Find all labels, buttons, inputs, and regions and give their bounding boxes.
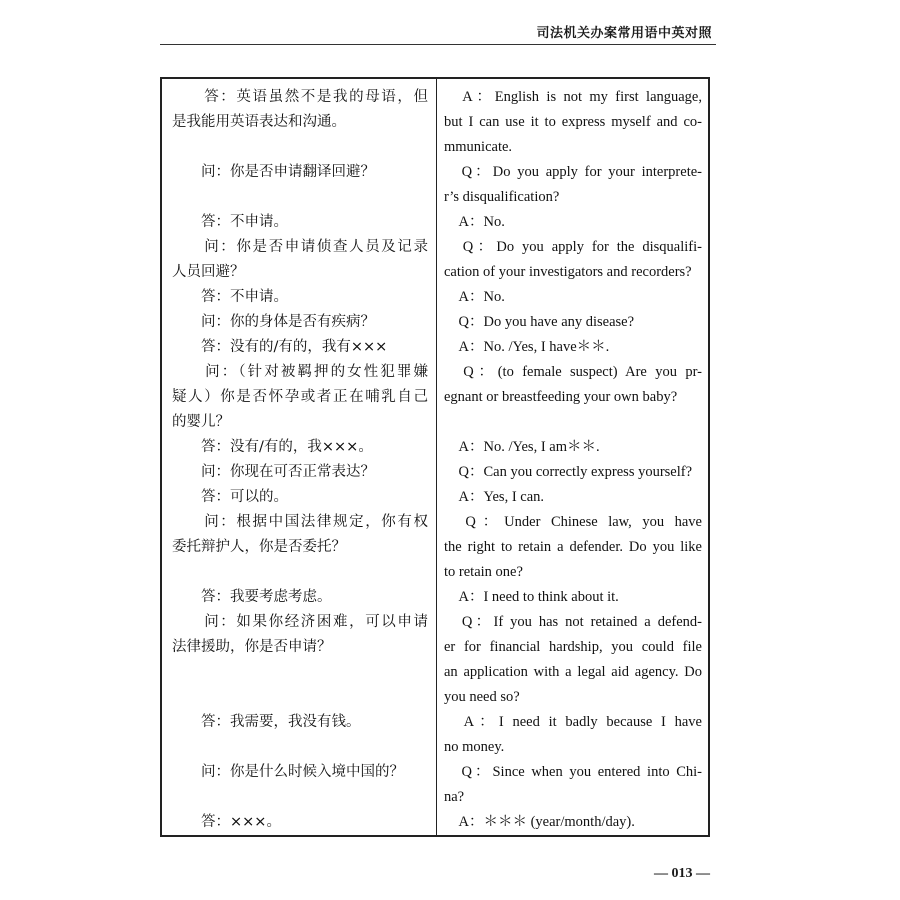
chinese-text-line: 人员回避？	[172, 264, 245, 280]
english-text-line: er for financial hardship, you could file	[444, 639, 702, 655]
english-text-line: na?	[444, 789, 465, 805]
english-text-line: A：No. /Yes, I have＊＊.	[444, 339, 610, 355]
chinese-text-line: 问：根据中国法律规定，你有权	[172, 514, 428, 530]
chinese-text-line: 答：没有/有的，我×××。	[172, 439, 373, 455]
english-text-line: Q：Under Chinese law, you have	[444, 514, 702, 530]
english-text-line: the right to retain a defender. Do you like	[444, 539, 702, 555]
english-text-line: A：Yes, I can.	[444, 489, 545, 505]
english-text-line: Q：If you has not retained a defend-	[444, 614, 702, 630]
english-text-line: cation of your investigators and recorders?	[444, 264, 692, 280]
chinese-text-line: 委托辩护人，你是否委托？	[172, 539, 346, 555]
chinese-text-line: 答：可以的。	[172, 489, 288, 505]
page-number: — 013 —	[654, 866, 710, 881]
english-text-line: but I can use it to express myself and co-	[444, 114, 702, 130]
english-text-line: egnant or breastfeeding your own baby?	[444, 389, 678, 405]
english-text-line: Q：(to female suspect) Are you pr-	[444, 364, 702, 380]
column-divider	[436, 79, 437, 835]
english-text-line: Q：Since when you entered into Chi-	[444, 764, 702, 780]
chinese-text-line: 的婴儿？	[172, 414, 230, 430]
chinese-text-line: 答：不申请。	[172, 289, 288, 305]
english-text-line: to retain one?	[444, 564, 523, 580]
english-text-line: you need so?	[444, 689, 520, 705]
english-text-line: A：English is not my first language,	[444, 89, 702, 105]
chinese-text-line: 答：我要考虑考虑。	[172, 589, 332, 605]
chinese-text-line: 答：没有的/有的，我有×××	[172, 339, 388, 355]
header-rule	[160, 44, 716, 45]
english-text-line: A：No.	[444, 289, 505, 305]
english-text-line: Q：Can you correctly express yourself?	[444, 464, 693, 480]
chinese-text-line: 法律援助，你是否申请？	[172, 639, 332, 655]
chinese-text-line: 答：我需要，我没有钱。	[172, 714, 361, 730]
english-text-line: r’s disqualification?	[444, 189, 560, 205]
english-text-line: A：No.	[444, 214, 505, 230]
english-text-line: Q：Do you apply for your interprete-	[444, 164, 702, 180]
chinese-text-line: 问：你现在可否正常表达？	[172, 464, 375, 480]
english-text-line: A：No. /Yes, I am＊＊.	[444, 439, 600, 455]
chinese-text-line: 问：你是否申请侦查人员及记录	[172, 239, 428, 255]
english-text-line: A：＊＊＊ (year/month/day).	[444, 814, 635, 830]
chinese-text-line: 疑人）你是否怀孕或者正在哺乳自己	[172, 389, 428, 405]
chinese-text-line: 问：（针对被羁押的女性犯罪嫌	[172, 364, 428, 380]
chinese-text-line: 问：你是否申请翻译回避？	[172, 164, 375, 180]
english-text-line: mmunicate.	[444, 139, 513, 155]
chinese-text-line: 问：你的身体是否有疾病？	[172, 314, 375, 330]
chinese-text-line: 答：英语虽然不是我的母语，但	[172, 89, 428, 105]
english-text-line: A：I need it badly because I have	[444, 714, 702, 730]
chinese-text-line: 问：如果你经济困难，可以申请	[172, 614, 428, 630]
chinese-text-line: 答：不申请。	[172, 214, 288, 230]
english-text-line: Q：Do you have any disease?	[444, 314, 635, 330]
bilingual-table	[160, 77, 710, 837]
running-title: 司法机关办案常用语中英对照	[536, 26, 712, 41]
english-text-line: no money.	[444, 739, 505, 755]
chinese-text-line: 是我能用英语表达和沟通。	[172, 114, 346, 130]
chinese-text-line: 答：×××。	[172, 814, 281, 830]
english-text-line: an application with a legal aid agency. Do	[444, 664, 702, 680]
chinese-text-line: 问：你是什么时候入境中国的？	[172, 764, 404, 780]
english-text-line: A：I need to think about it.	[444, 589, 619, 605]
english-text-line: Q：Do you apply for the disqualifi-	[444, 239, 702, 255]
